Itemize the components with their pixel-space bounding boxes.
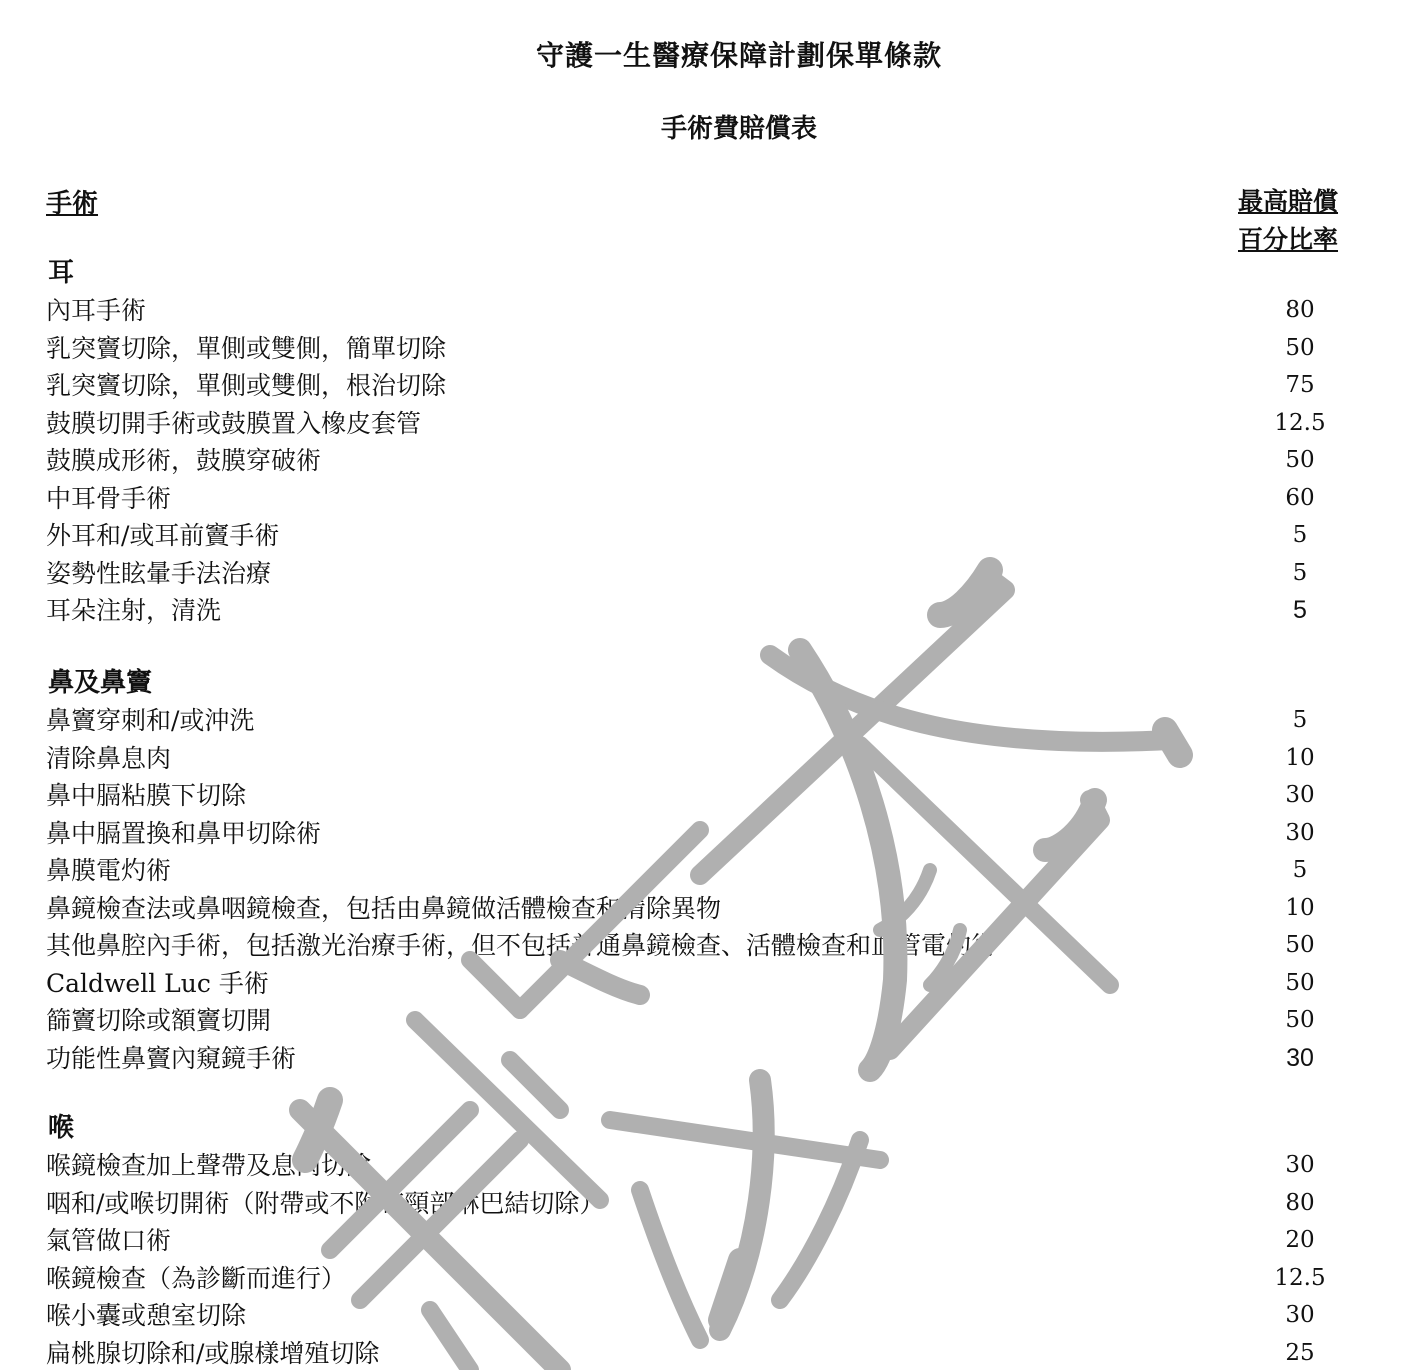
table-row <box>46 1222 1386 1260</box>
max-percentage: 30 <box>1240 1297 1360 1335</box>
table-row <box>46 367 1386 405</box>
surgery-name: 功能性鼻竇內窺鏡手術 <box>46 1040 296 1078</box>
surgery-name: 耳朵注射，清洗 <box>46 592 221 630</box>
surgery-name: 鼓膜成形術，鼓膜穿破術 <box>46 442 321 480</box>
table-row <box>46 405 1386 443</box>
max-percentage: 5 <box>1240 702 1360 740</box>
max-percentage: 60 <box>1240 480 1360 518</box>
surgery-name: 清除鼻息肉 <box>46 740 171 778</box>
table-row <box>46 1297 1386 1335</box>
surgery-name: 乳突竇切除，單側或雙側，簡單切除 <box>46 330 446 368</box>
section-title: 耳 <box>48 255 74 292</box>
max-percentage: 80 <box>1240 292 1360 330</box>
max-percentage: 30 <box>1240 815 1360 853</box>
max-percentage: 50 <box>1240 1002 1360 1040</box>
max-percentage: 75 <box>1240 367 1360 405</box>
table-row <box>46 1335 1386 1372</box>
surgery-name: 其他鼻腔內手術，包括激光治療手術，但不包括普通鼻鏡檢查、活體檢查和血管電灼術 <box>46 927 996 965</box>
table-row <box>46 702 1386 740</box>
table-row <box>46 927 1386 965</box>
section-title: 喉 <box>48 1110 74 1147</box>
table-row <box>46 592 1386 630</box>
surgery-name: 鼻竇穿刺和/或沖洗 <box>46 702 254 740</box>
surgery-name: 鼻膜電灼術 <box>46 852 171 890</box>
max-percentage: 50 <box>1240 927 1360 965</box>
table-row <box>46 555 1386 593</box>
table-row <box>46 1185 1386 1223</box>
table-row <box>46 1147 1386 1185</box>
column-header-surgery: 手術 <box>46 183 98 220</box>
section-title: 鼻及鼻竇 <box>48 665 152 702</box>
max-percentage: 30 <box>1240 1147 1360 1185</box>
max-percentage: 5 <box>1240 517 1360 555</box>
table-row <box>46 1260 1386 1298</box>
max-percentage: 50 <box>1240 965 1360 1003</box>
max-percentage: 12.5 <box>1240 1260 1360 1298</box>
column-header-max-percentage-line1: 最高賠償 <box>1238 183 1362 221</box>
table-row <box>46 740 1386 778</box>
surgery-name: 鼓膜切開手術或鼓膜置入橡皮套管 <box>46 405 421 443</box>
max-percentage: 30 <box>1240 777 1360 815</box>
surgery-name: 鼻鏡檢查法或鼻咽鏡檢查，包括由鼻鏡做活體檢查和清除異物 <box>46 890 721 928</box>
surgery-name: 乳突竇切除，單側或雙側，根治切除 <box>46 367 446 405</box>
table-row <box>46 442 1386 480</box>
table-row <box>46 965 1386 1003</box>
max-percentage: 5 <box>1240 852 1360 890</box>
surgery-name: 喉鏡檢查加上聲帶及息肉切除 <box>46 1147 371 1185</box>
surgery-name: Caldwell Luc 手術 <box>46 965 269 1003</box>
table-row <box>46 890 1386 928</box>
surgery-name: 篩竇切除或額竇切開 <box>46 1002 271 1040</box>
max-percentage: 10 <box>1240 740 1360 778</box>
document-title: 守護一生醫療保障計劃保單條款 <box>0 34 1410 74</box>
table-row <box>46 292 1386 330</box>
surgery-name: 氣管做口術 <box>46 1222 171 1260</box>
column-header-max-percentage-line2: 百分比率 <box>1238 221 1362 259</box>
surgery-name: 鼻中膈粘膜下切除 <box>46 777 246 815</box>
table-row <box>46 815 1386 853</box>
surgery-name: 內耳手術 <box>46 292 146 330</box>
table-row <box>46 1002 1386 1040</box>
document-subtitle: 手術費賠償表 <box>0 108 1410 145</box>
table-row <box>46 480 1386 518</box>
surgery-name: 喉小囊或憩室切除 <box>46 1297 246 1335</box>
max-percentage: 10 <box>1240 890 1360 928</box>
max-percentage: 30 <box>1240 1040 1360 1078</box>
max-percentage: 25 <box>1240 1335 1360 1372</box>
surgery-name: 鼻中膈置換和鼻甲切除術 <box>46 815 321 853</box>
surgery-name: 中耳骨手術 <box>46 480 171 518</box>
table-row <box>46 517 1386 555</box>
surgery-name: 外耳和/或耳前竇手術 <box>46 517 279 555</box>
table-row <box>46 777 1386 815</box>
max-percentage: 5 <box>1240 592 1360 630</box>
surgery-name: 姿勢性眩暈手法治療 <box>46 555 271 593</box>
table-row <box>46 1040 1386 1078</box>
surgery-name: 扁桃腺切除和/或腺樣增殖切除 <box>46 1335 379 1372</box>
max-percentage: 5 <box>1240 555 1360 593</box>
table-row <box>46 330 1386 368</box>
max-percentage: 50 <box>1240 442 1360 480</box>
table-row <box>46 852 1386 890</box>
max-percentage: 50 <box>1240 330 1360 368</box>
max-percentage: 12.5 <box>1240 405 1360 443</box>
column-header-max-percentage <box>1238 183 1362 259</box>
max-percentage: 20 <box>1240 1222 1360 1260</box>
surgery-name: 喉鏡檢查（為診斷而進行） <box>46 1260 346 1298</box>
surgery-name: 咽和/或喉切開術（附帶或不附帶頸部淋巴結切除） <box>46 1185 604 1223</box>
max-percentage: 80 <box>1240 1185 1360 1223</box>
